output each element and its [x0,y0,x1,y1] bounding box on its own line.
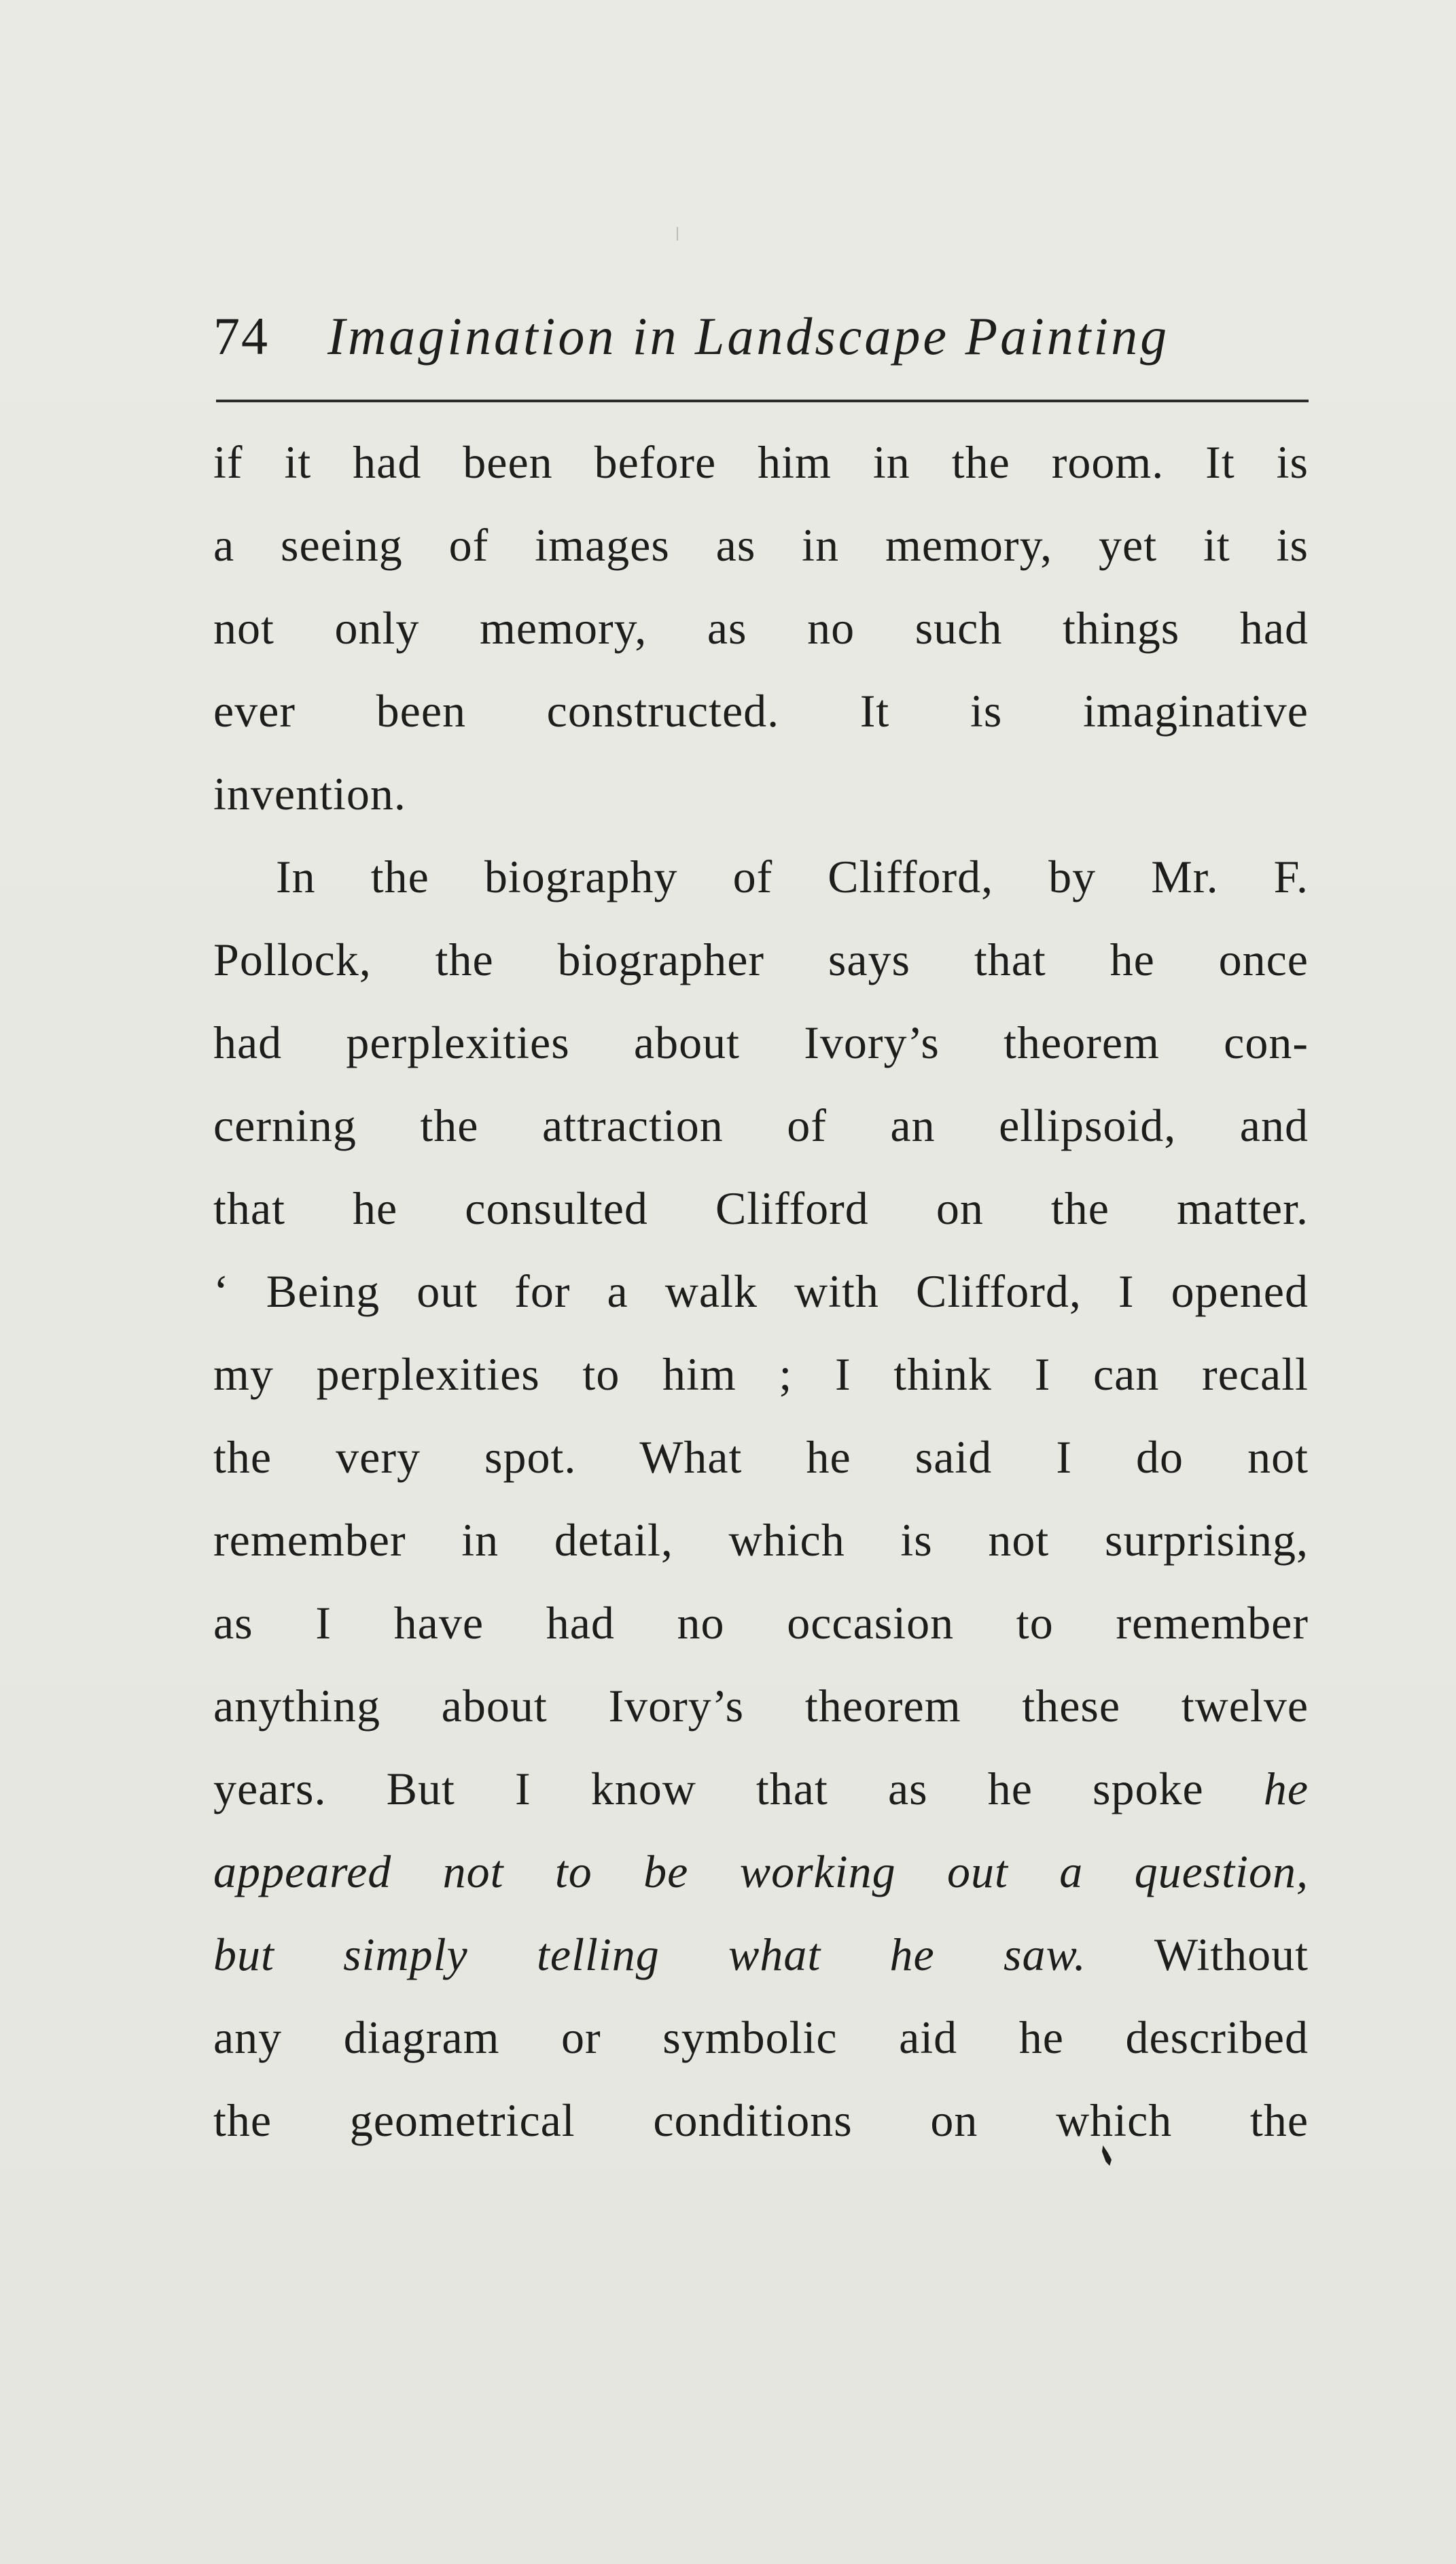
text-segment: Without [1154,1929,1309,1980]
running-title: Imagination in Landscape Painting [327,306,1170,366]
text-line: Pollock, the biographer says that he once [213,934,1309,985]
text-line: a seeing of images as in memory, yet it is [213,519,1309,571]
text-line: In the biography of Clifford, by Mr. F. [276,851,1309,902]
text-line: if it had been before him in the room. It is [213,436,1309,488]
paper-mark [677,227,678,241]
text-line: ‘ Being out for a walk with Clifford, I opened [213,1265,1309,1317]
text-line: the geometrical conditions on which the [213,2094,1309,2146]
header-rule [216,400,1309,402]
text-line [213,1924,1309,2007]
text-line [213,1841,1309,1924]
text-line: any diagram or symbolic aid he described [213,2012,1309,2063]
text-line: cerning the attraction of an ellipsoid, and [213,1100,1309,1151]
text-line: anything about Ivory’s theorem these twelve [213,1680,1309,1732]
text-line: as I have had no occasion to remember [213,1597,1309,1649]
text-line: had perplexities about Ivory’s theorem con- [213,1017,1309,1068]
text-line: ever been constructed. It is imaginative [213,685,1309,737]
italic-segment: he [1263,1763,1309,1814]
text-line [213,1758,1309,1841]
text-line: my perplexities to him ; I think I can recall [213,1348,1309,1400]
text-line: the very spot. What he said I do not [213,1431,1309,1483]
text-line: not only memory, as no such things had [213,602,1309,654]
running-header [213,306,1309,366]
body-text [213,432,1309,2173]
text-line: that he consulted Clifford on the matter. [213,1182,1309,1234]
italic-segment: but simply telling what he saw. [213,1929,1086,1980]
italic-segment: appeared not to be working out a question, [213,1846,1309,1897]
page-number: 74 [213,306,269,366]
text-line: invention. [213,768,406,820]
text-line: remember in detail, which is not surprising, [213,1514,1309,1566]
text-segment: years. But I know that as he spoke [213,1763,1204,1814]
